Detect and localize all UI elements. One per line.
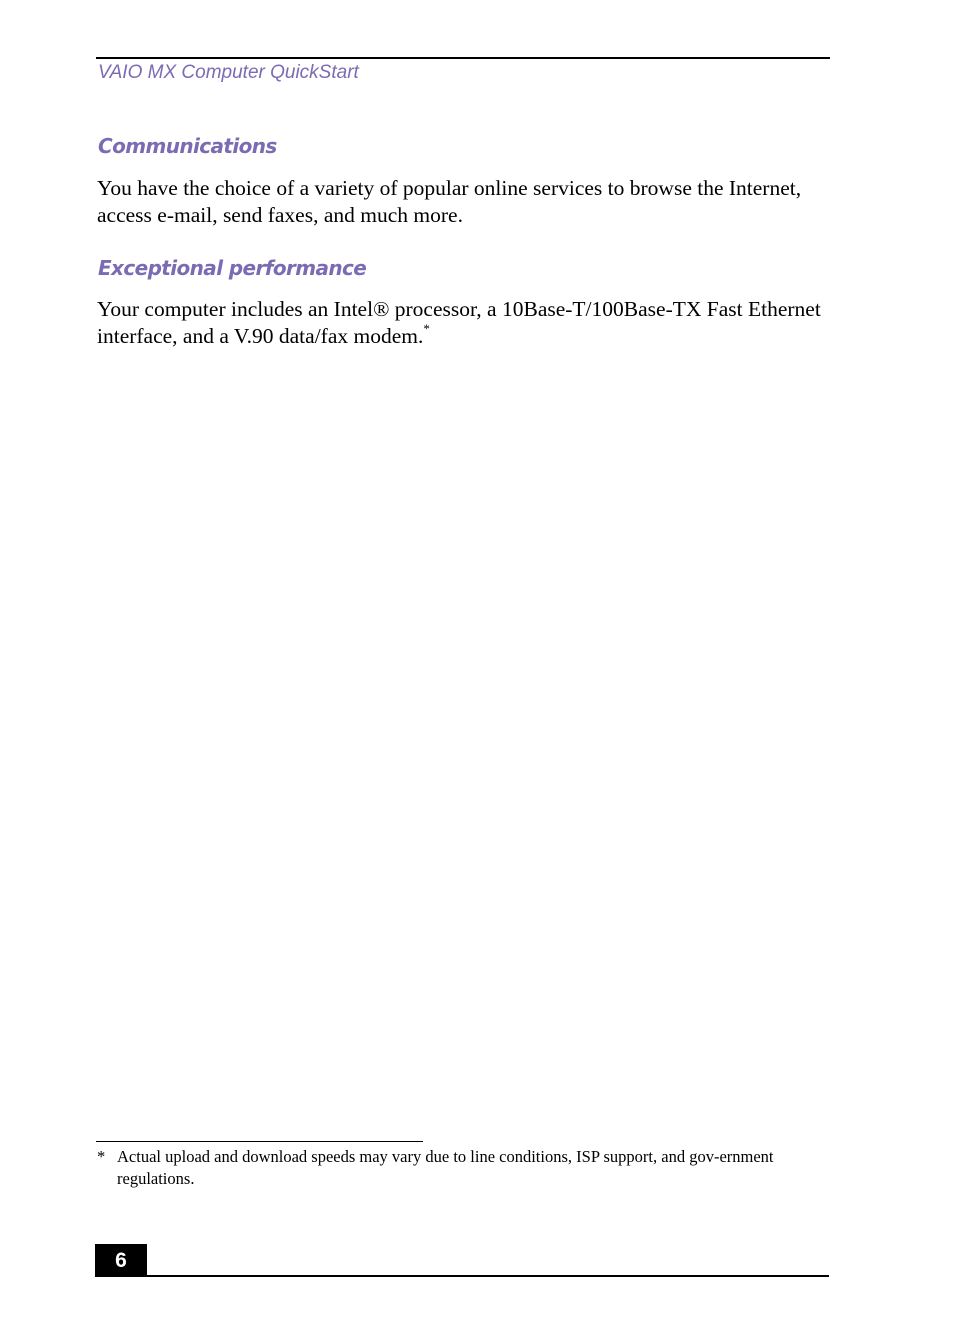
footnote-rule xyxy=(96,1141,423,1142)
page-number: 6 xyxy=(95,1244,147,1277)
section-heading-communications: Communications xyxy=(98,134,277,158)
footnote xyxy=(97,1146,797,1190)
paragraph-exceptional-performance xyxy=(97,296,837,350)
footnote-marker: * xyxy=(97,1147,106,1166)
section-heading-exceptional-performance: Exceptional performance xyxy=(98,256,367,280)
paragraph-communications: You have the choice of a variety of popular online services to browse the Internet, access e-mail, send faxes, and much more. xyxy=(97,176,802,227)
footnote-text: Actual upload and download speeds may vary due to line conditions, ISP support, and gov-ernment regulations. xyxy=(117,1147,774,1188)
running-header: VAIO MX Computer QuickStart xyxy=(98,62,359,83)
paragraph-text: Your computer includes an Intel® processor, a 10Base-T/100Base-TX Fast Ethernet interface, and a V.90 data/fax modem. xyxy=(97,297,821,348)
footer-rule xyxy=(147,1275,829,1277)
header-rule xyxy=(96,57,830,59)
footnote-reference: * xyxy=(423,321,430,336)
